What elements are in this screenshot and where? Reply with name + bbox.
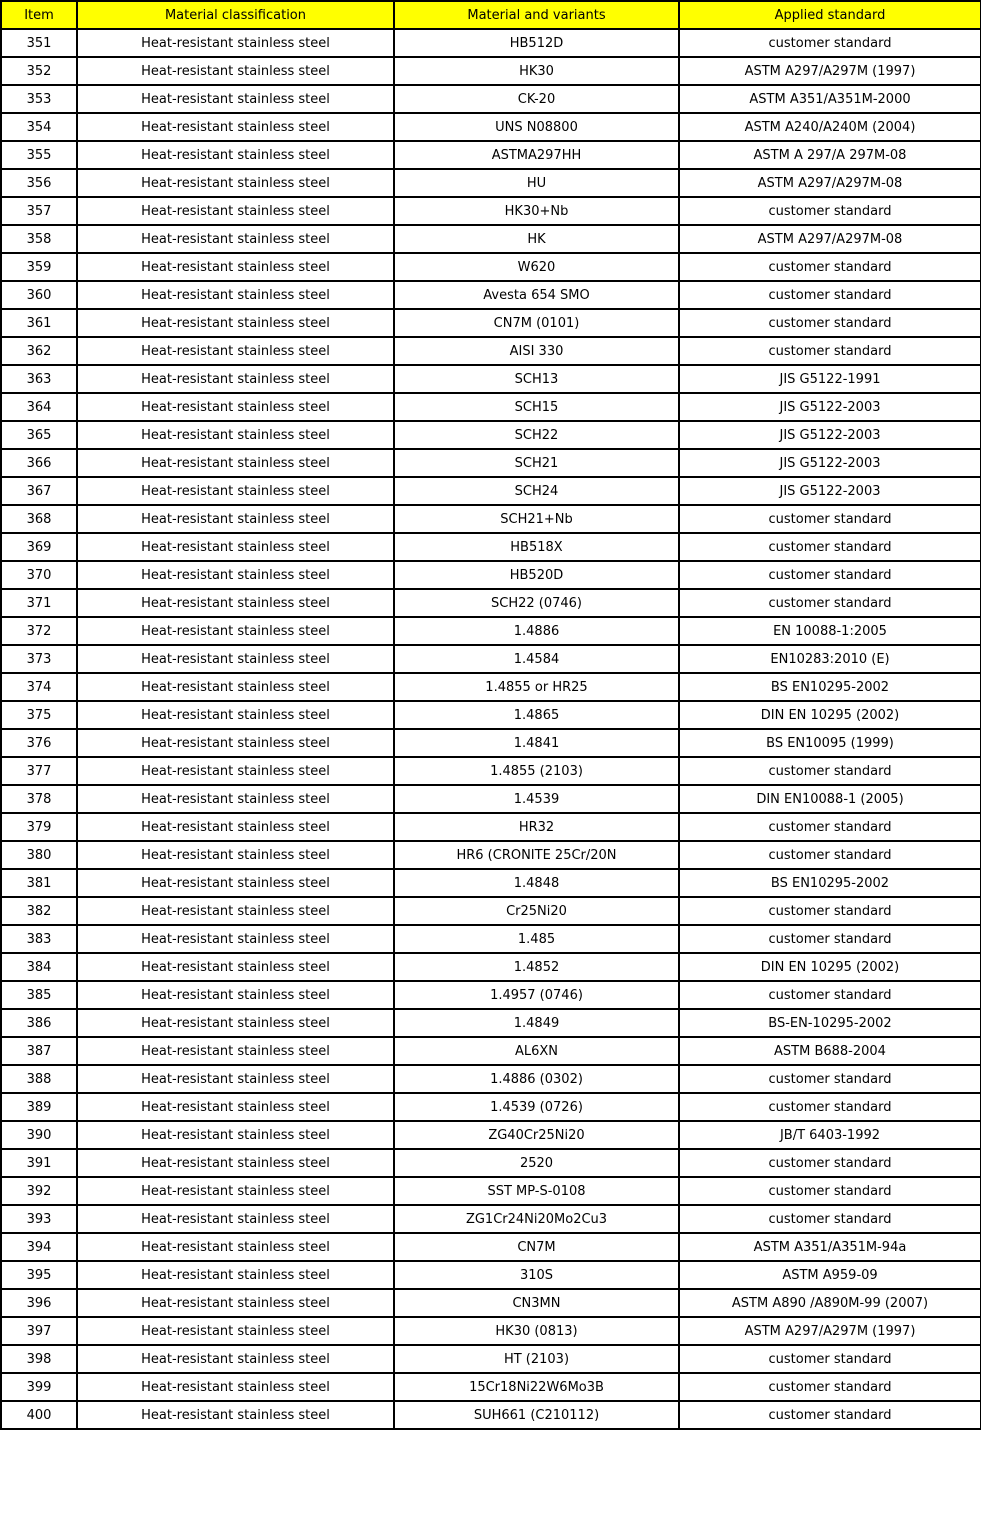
item-cell: 353 [1, 85, 77, 113]
classification-cell: Heat-resistant stainless steel [77, 29, 394, 57]
classification-cell: Heat-resistant stainless steel [77, 1317, 394, 1345]
item-cell: 381 [1, 869, 77, 897]
classification-cell: Heat-resistant stainless steel [77, 1289, 394, 1317]
material-cell: 1.4584 [394, 645, 679, 673]
material-cell: UNS N08800 [394, 113, 679, 141]
header-material-classification: Material classification [77, 1, 394, 29]
classification-cell: Heat-resistant stainless steel [77, 1373, 394, 1401]
classification-cell: Heat-resistant stainless steel [77, 1121, 394, 1149]
standard-cell: EN 10088-1:2005 [679, 617, 981, 645]
item-cell: 377 [1, 757, 77, 785]
material-cell: HR32 [394, 813, 679, 841]
standard-cell: ASTM A297/A297M (1997) [679, 1317, 981, 1345]
classification-cell: Heat-resistant stainless steel [77, 169, 394, 197]
header-material-variants: Material and variants [394, 1, 679, 29]
classification-cell: Heat-resistant stainless steel [77, 925, 394, 953]
item-cell: 351 [1, 29, 77, 57]
classification-cell: Heat-resistant stainless steel [77, 449, 394, 477]
classification-cell: Heat-resistant stainless steel [77, 645, 394, 673]
classification-cell: Heat-resistant stainless steel [77, 729, 394, 757]
table-row [1, 841, 981, 869]
table-row [1, 673, 981, 701]
table-body [1, 29, 981, 1429]
item-cell: 389 [1, 1093, 77, 1121]
table-row [1, 1261, 981, 1289]
material-cell: 1.4886 [394, 617, 679, 645]
classification-cell: Heat-resistant stainless steel [77, 253, 394, 281]
table-row [1, 1093, 981, 1121]
material-cell: HB512D [394, 29, 679, 57]
standard-cell: customer standard [679, 1149, 981, 1177]
material-cell: AL6XN [394, 1037, 679, 1065]
table-row [1, 953, 981, 981]
material-cell: SCH22 [394, 421, 679, 449]
standard-cell: JIS G5122-2003 [679, 449, 981, 477]
item-cell: 372 [1, 617, 77, 645]
item-cell: 358 [1, 225, 77, 253]
table-row [1, 1345, 981, 1373]
classification-cell: Heat-resistant stainless steel [77, 393, 394, 421]
table-row [1, 1009, 981, 1037]
item-cell: 394 [1, 1233, 77, 1261]
item-cell: 363 [1, 365, 77, 393]
standard-cell: customer standard [679, 589, 981, 617]
material-cell: HK30 [394, 57, 679, 85]
classification-cell: Heat-resistant stainless steel [77, 785, 394, 813]
table-row [1, 365, 981, 393]
standard-cell: BS EN10295-2002 [679, 673, 981, 701]
classification-cell: Heat-resistant stainless steel [77, 57, 394, 85]
item-cell: 392 [1, 1177, 77, 1205]
standard-cell: JB/T 6403-1992 [679, 1121, 981, 1149]
item-cell: 380 [1, 841, 77, 869]
material-cell: 1.4849 [394, 1009, 679, 1037]
classification-cell: Heat-resistant stainless steel [77, 225, 394, 253]
classification-cell: Heat-resistant stainless steel [77, 1345, 394, 1373]
classification-cell: Heat-resistant stainless steel [77, 1233, 394, 1261]
table-row [1, 29, 981, 57]
material-cell: HB518X [394, 533, 679, 561]
item-cell: 398 [1, 1345, 77, 1373]
table-row [1, 393, 981, 421]
table-row [1, 589, 981, 617]
classification-cell: Heat-resistant stainless steel [77, 869, 394, 897]
material-cell: SST MP-S-0108 [394, 1177, 679, 1205]
material-cell: Avesta 654 SMO [394, 281, 679, 309]
table-row [1, 1289, 981, 1317]
table-row [1, 57, 981, 85]
material-cell: SCH22 (0746) [394, 589, 679, 617]
header-item: Item [1, 1, 77, 29]
standard-cell: BS-EN-10295-2002 [679, 1009, 981, 1037]
table-row [1, 1373, 981, 1401]
classification-cell: Heat-resistant stainless steel [77, 841, 394, 869]
table-row [1, 981, 981, 1009]
item-cell: 357 [1, 197, 77, 225]
table-row [1, 169, 981, 197]
item-cell: 370 [1, 561, 77, 589]
standard-cell: customer standard [679, 1373, 981, 1401]
item-cell: 379 [1, 813, 77, 841]
material-cell: SCH13 [394, 365, 679, 393]
standard-cell: customer standard [679, 757, 981, 785]
table-row [1, 533, 981, 561]
material-cell: CK-20 [394, 85, 679, 113]
item-cell: 376 [1, 729, 77, 757]
classification-cell: Heat-resistant stainless steel [77, 197, 394, 225]
item-cell: 386 [1, 1009, 77, 1037]
item-cell: 369 [1, 533, 77, 561]
standard-cell: customer standard [679, 1093, 981, 1121]
standard-cell: customer standard [679, 1345, 981, 1373]
item-cell: 397 [1, 1317, 77, 1345]
classification-cell: Heat-resistant stainless steel [77, 1177, 394, 1205]
material-cell: 1.4539 [394, 785, 679, 813]
item-cell: 365 [1, 421, 77, 449]
table-row [1, 1149, 981, 1177]
standard-cell: customer standard [679, 897, 981, 925]
table-row [1, 281, 981, 309]
material-cell: 1.4957 (0746) [394, 981, 679, 1009]
material-cell: HK30+Nb [394, 197, 679, 225]
table-row [1, 617, 981, 645]
classification-cell: Heat-resistant stainless steel [77, 309, 394, 337]
standard-cell: ASTM A959-09 [679, 1261, 981, 1289]
item-cell: 366 [1, 449, 77, 477]
material-cell: 15Cr18Ni22W6Mo3B [394, 1373, 679, 1401]
standard-cell: DIN EN10088-1 (2005) [679, 785, 981, 813]
classification-cell: Heat-resistant stainless steel [77, 813, 394, 841]
material-cell: SUH661 (C210112) [394, 1401, 679, 1429]
material-cell: ZG1Cr24Ni20Mo2Cu3 [394, 1205, 679, 1233]
header-applied-standard: Applied standard [679, 1, 981, 29]
classification-cell: Heat-resistant stainless steel [77, 589, 394, 617]
standard-cell: BS EN10095 (1999) [679, 729, 981, 757]
classification-cell: Heat-resistant stainless steel [77, 1261, 394, 1289]
item-cell: 396 [1, 1289, 77, 1317]
table-row [1, 645, 981, 673]
standard-cell: ASTM A240/A240M (2004) [679, 113, 981, 141]
table-row [1, 1177, 981, 1205]
classification-cell: Heat-resistant stainless steel [77, 533, 394, 561]
material-cell: 1.4848 [394, 869, 679, 897]
classification-cell: Heat-resistant stainless steel [77, 1037, 394, 1065]
material-cell: HK30 (0813) [394, 1317, 679, 1345]
item-cell: 374 [1, 673, 77, 701]
standard-cell: DIN EN 10295 (2002) [679, 701, 981, 729]
material-cell: 1.4855 (2103) [394, 757, 679, 785]
material-cell: SCH24 [394, 477, 679, 505]
table-row [1, 309, 981, 337]
table-row [1, 1233, 981, 1261]
table-row [1, 1401, 981, 1429]
material-cell: SCH15 [394, 393, 679, 421]
classification-cell: Heat-resistant stainless steel [77, 1401, 394, 1429]
item-cell: 368 [1, 505, 77, 533]
material-cell: HK [394, 225, 679, 253]
standard-cell: customer standard [679, 29, 981, 57]
standard-cell: customer standard [679, 925, 981, 953]
table-row [1, 1121, 981, 1149]
classification-cell: Heat-resistant stainless steel [77, 1205, 394, 1233]
standard-cell: customer standard [679, 337, 981, 365]
table-row [1, 225, 981, 253]
standard-cell: ASTM A890 /A890M-99 (2007) [679, 1289, 981, 1317]
classification-cell: Heat-resistant stainless steel [77, 897, 394, 925]
classification-cell: Heat-resistant stainless steel [77, 757, 394, 785]
header-row [1, 1, 981, 29]
material-cell: HU [394, 169, 679, 197]
material-cell: 1.4855 or HR25 [394, 673, 679, 701]
item-cell: 385 [1, 981, 77, 1009]
item-cell: 359 [1, 253, 77, 281]
item-cell: 378 [1, 785, 77, 813]
classification-cell: Heat-resistant stainless steel [77, 673, 394, 701]
table-row [1, 925, 981, 953]
standard-cell: DIN EN 10295 (2002) [679, 953, 981, 981]
material-cell: 1.485 [394, 925, 679, 953]
material-cell: SCH21 [394, 449, 679, 477]
material-cell: SCH21+Nb [394, 505, 679, 533]
item-cell: 364 [1, 393, 77, 421]
table-row [1, 869, 981, 897]
standard-cell: customer standard [679, 561, 981, 589]
classification-cell: Heat-resistant stainless steel [77, 365, 394, 393]
material-cell: Cr25Ni20 [394, 897, 679, 925]
table-row [1, 757, 981, 785]
standard-cell: ASTM A 297/A 297M-08 [679, 141, 981, 169]
standard-cell: ASTM A297/A297M (1997) [679, 57, 981, 85]
item-cell: 352 [1, 57, 77, 85]
table-row [1, 813, 981, 841]
standard-cell: EN10283:2010 (E) [679, 645, 981, 673]
standard-cell: customer standard [679, 253, 981, 281]
standard-cell: customer standard [679, 841, 981, 869]
material-cell: HB520D [394, 561, 679, 589]
classification-cell: Heat-resistant stainless steel [77, 1065, 394, 1093]
item-cell: 355 [1, 141, 77, 169]
standard-cell: JIS G5122-2003 [679, 477, 981, 505]
table-row [1, 85, 981, 113]
standard-cell: customer standard [679, 981, 981, 1009]
item-cell: 382 [1, 897, 77, 925]
item-cell: 400 [1, 1401, 77, 1429]
item-cell: 356 [1, 169, 77, 197]
table-row [1, 113, 981, 141]
item-cell: 395 [1, 1261, 77, 1289]
classification-cell: Heat-resistant stainless steel [77, 505, 394, 533]
classification-cell: Heat-resistant stainless steel [77, 953, 394, 981]
item-cell: 388 [1, 1065, 77, 1093]
table-row [1, 897, 981, 925]
item-cell: 371 [1, 589, 77, 617]
classification-cell: Heat-resistant stainless steel [77, 981, 394, 1009]
material-cell: 1.4886 (0302) [394, 1065, 679, 1093]
table-row [1, 197, 981, 225]
material-cell: HT (2103) [394, 1345, 679, 1373]
standard-cell: customer standard [679, 1205, 981, 1233]
item-cell: 391 [1, 1149, 77, 1177]
standard-cell: ASTM A351/A351M-94a [679, 1233, 981, 1261]
standard-cell: customer standard [679, 309, 981, 337]
table-row [1, 1317, 981, 1345]
table-row [1, 1205, 981, 1233]
item-cell: 354 [1, 113, 77, 141]
material-cell: ZG40Cr25Ni20 [394, 1121, 679, 1149]
item-cell: 361 [1, 309, 77, 337]
item-cell: 367 [1, 477, 77, 505]
item-cell: 362 [1, 337, 77, 365]
material-cell: 2520 [394, 1149, 679, 1177]
classification-cell: Heat-resistant stainless steel [77, 421, 394, 449]
material-cell: CN7M (0101) [394, 309, 679, 337]
item-cell: 393 [1, 1205, 77, 1233]
material-cell: 1.4852 [394, 953, 679, 981]
standard-cell: customer standard [679, 1401, 981, 1429]
table-row [1, 785, 981, 813]
standard-cell: customer standard [679, 533, 981, 561]
table-row [1, 449, 981, 477]
standard-cell: JIS G5122-2003 [679, 393, 981, 421]
classification-cell: Heat-resistant stainless steel [77, 477, 394, 505]
classification-cell: Heat-resistant stainless steel [77, 1149, 394, 1177]
item-cell: 375 [1, 701, 77, 729]
table-row [1, 141, 981, 169]
item-cell: 390 [1, 1121, 77, 1149]
item-cell: 383 [1, 925, 77, 953]
table-row [1, 337, 981, 365]
standard-cell: customer standard [679, 505, 981, 533]
standard-cell: BS EN10295-2002 [679, 869, 981, 897]
standard-cell: ASTM A351/A351M-2000 [679, 85, 981, 113]
material-cell: HR6 (CRONITE 25Cr/20N [394, 841, 679, 869]
material-cell: CN3MN [394, 1289, 679, 1317]
table-row [1, 729, 981, 757]
item-cell: 387 [1, 1037, 77, 1065]
standard-cell: customer standard [679, 813, 981, 841]
classification-cell: Heat-resistant stainless steel [77, 141, 394, 169]
standard-cell: ASTM B688-2004 [679, 1037, 981, 1065]
classification-cell: Heat-resistant stainless steel [77, 617, 394, 645]
item-cell: 384 [1, 953, 77, 981]
table-row [1, 1065, 981, 1093]
classification-cell: Heat-resistant stainless steel [77, 1009, 394, 1037]
material-cell: 1.4539 (0726) [394, 1093, 679, 1121]
table-row [1, 561, 981, 589]
material-cell: 1.4841 [394, 729, 679, 757]
classification-cell: Heat-resistant stainless steel [77, 281, 394, 309]
standard-cell: customer standard [679, 197, 981, 225]
table-row [1, 701, 981, 729]
material-cell: W620 [394, 253, 679, 281]
item-cell: 373 [1, 645, 77, 673]
material-cell: ASTMA297HH [394, 141, 679, 169]
standard-cell: ASTM A297/A297M-08 [679, 169, 981, 197]
table-row [1, 505, 981, 533]
material-cell: CN7M [394, 1233, 679, 1261]
material-cell: 310S [394, 1261, 679, 1289]
classification-cell: Heat-resistant stainless steel [77, 561, 394, 589]
table-row [1, 253, 981, 281]
table-row [1, 1037, 981, 1065]
classification-cell: Heat-resistant stainless steel [77, 337, 394, 365]
classification-cell: Heat-resistant stainless steel [77, 1093, 394, 1121]
material-cell: 1.4865 [394, 701, 679, 729]
standard-cell: JIS G5122-1991 [679, 365, 981, 393]
classification-cell: Heat-resistant stainless steel [77, 701, 394, 729]
table-row [1, 477, 981, 505]
table-row [1, 421, 981, 449]
standard-cell: JIS G5122-2003 [679, 421, 981, 449]
item-cell: 399 [1, 1373, 77, 1401]
standard-cell: customer standard [679, 1065, 981, 1093]
standard-cell: customer standard [679, 281, 981, 309]
standard-cell: ASTM A297/A297M-08 [679, 225, 981, 253]
classification-cell: Heat-resistant stainless steel [77, 85, 394, 113]
material-cell: AISI 330 [394, 337, 679, 365]
item-cell: 360 [1, 281, 77, 309]
classification-cell: Heat-resistant stainless steel [77, 113, 394, 141]
standard-cell: customer standard [679, 1177, 981, 1205]
